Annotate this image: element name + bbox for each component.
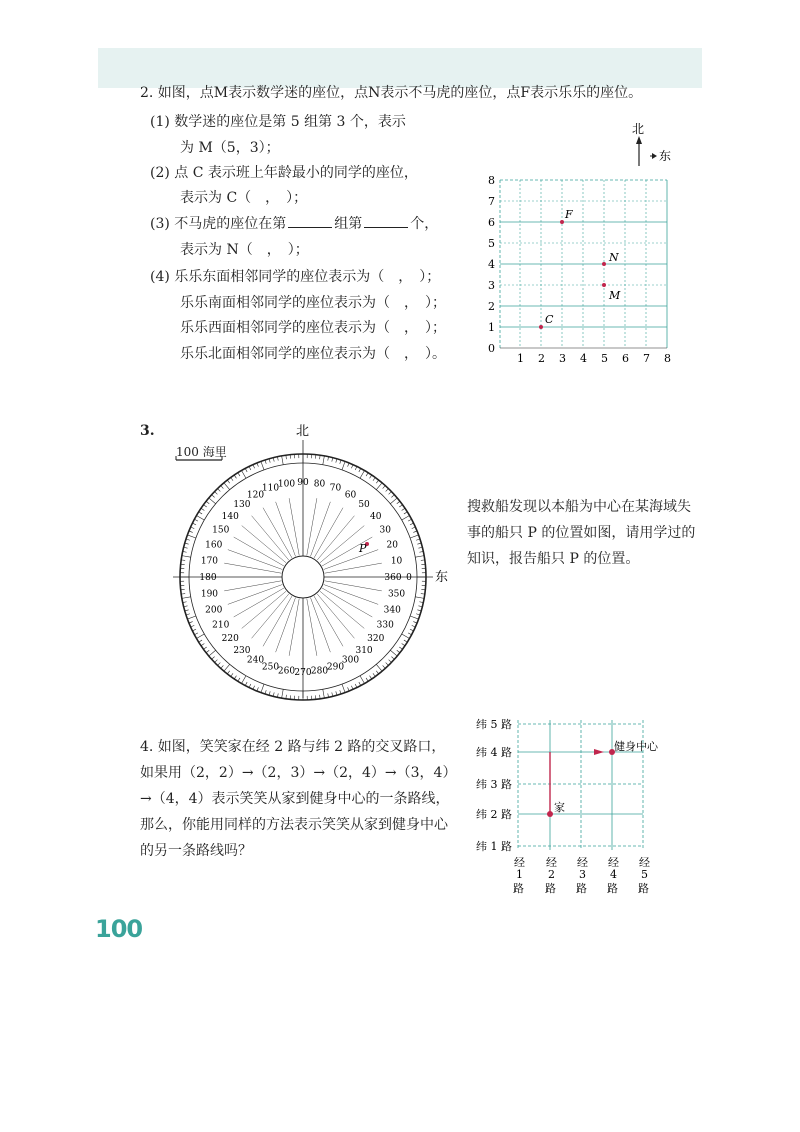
degree-tick (191, 527, 195, 529)
degree-tick (412, 625, 416, 627)
degree-tick (242, 676, 247, 684)
degree-tick (410, 523, 414, 525)
degree-tick (397, 501, 400, 503)
degree-tick (224, 483, 230, 490)
degree-tick (218, 663, 221, 666)
degree-tick (253, 686, 255, 690)
degree-tick (245, 682, 247, 686)
degree-tick (410, 616, 418, 619)
degree-label: 240 (246, 655, 265, 666)
degree-tick (415, 597, 424, 599)
degree-tick (192, 523, 196, 525)
row-label: 纬 3 路 (476, 778, 512, 791)
degree-tick (201, 644, 204, 646)
degree-tick (355, 466, 357, 470)
degree-tick (370, 676, 372, 679)
degree-label: 20 (386, 540, 398, 551)
degree-label: 180 (199, 573, 217, 583)
header-band (98, 48, 702, 88)
point-c-label: C (545, 313, 554, 326)
north-label: 北 (632, 122, 645, 136)
degree-tick (366, 473, 368, 476)
q2-sub1-line1: (1) 数学迷的座位是第 5 组第 3 个，表示 (150, 114, 406, 130)
radial-spoke (307, 599, 317, 656)
degree-tick (351, 465, 353, 469)
degree-tick (402, 634, 410, 639)
degree-label: 190 (200, 589, 219, 600)
degree-label: 50 (358, 500, 370, 511)
degree-tick (408, 519, 412, 521)
degree-label: 170 (200, 556, 219, 567)
row-label: 纬 2 路 (476, 808, 512, 821)
radial-spoke (234, 588, 284, 617)
degree-tick (192, 629, 196, 631)
degree-label: 140 (221, 511, 239, 522)
gym-arrow (594, 749, 604, 755)
degree-label: 310 (355, 645, 373, 656)
east-arrow-head (652, 153, 657, 159)
radial-spoke (289, 498, 299, 555)
q2-sub4-line2: 乐乐南面相邻同学的座位表示为（ ， ）； (180, 295, 446, 311)
radial-spoke (234, 537, 284, 566)
degree-tick (402, 644, 405, 646)
east-label: 东 (659, 149, 672, 163)
q4-text: 4. 如图，笑笑家在经 2 路与纬 2 路的交叉路口，如果用（2，2）→（2，3）→（2，4）→（3，4）→（4，4）表示笑笑从家到健身中心的一条路线，那么，你能用同样的方法表示笑笑从家到健身中心的另一条路线吗？ (140, 739, 450, 859)
degree-tick (261, 684, 264, 692)
degree-tick (245, 468, 247, 472)
col-label: 经 4 路 (607, 856, 619, 895)
q2-sub3-mid: 组第 (334, 216, 363, 232)
compass-north-label: 北 (296, 424, 310, 439)
home-label: 家 (554, 801, 565, 814)
y-tick: 3 (488, 279, 495, 292)
x-tick: 8 (664, 352, 671, 365)
degree-tick (206, 650, 209, 652)
degree-tick (376, 483, 382, 490)
x-tick: 7 (643, 352, 650, 365)
radial-spoke (224, 581, 281, 591)
degree-tick (282, 689, 284, 698)
degree-tick (187, 616, 195, 619)
x-tick: 3 (559, 352, 566, 365)
y-tick-labels (488, 174, 495, 355)
degree-label: 130 (233, 500, 251, 511)
radial-spoke (314, 508, 343, 558)
degree-label: 150 (212, 525, 230, 536)
q2-sub4-line1: (4) 乐乐东面相邻同学的座位表示为（ ， ）； (150, 269, 441, 285)
degree-tick (359, 682, 361, 686)
degree-label: 120 (246, 490, 265, 501)
degree-tick (215, 660, 218, 663)
radial-spoke (263, 596, 292, 646)
degree-tick (196, 516, 204, 521)
radial-spoke (289, 599, 299, 656)
degree-label: 100 (277, 479, 296, 490)
degree-tick (253, 465, 255, 469)
q2-sub3-pre: (3) 不马虎的座位在第 (150, 216, 287, 232)
degree-tick (373, 673, 375, 676)
q2-sub4-line4: 乐乐北面相邻同学的座位表示为（ ， ）。 (180, 346, 446, 362)
degree-tick (215, 492, 218, 495)
degree-tick (351, 686, 353, 690)
x-tick-labels (517, 352, 671, 365)
compass-diagram (170, 420, 450, 710)
radial-spoke (314, 596, 343, 646)
degree-tick (201, 508, 204, 510)
x-tick: 6 (622, 352, 629, 365)
degree-tick (249, 466, 251, 470)
north-arrow-head (636, 136, 642, 144)
street-map-diagram (470, 712, 690, 902)
q2-sub4-line3: 乐乐西面相邻同学的座位表示为（ ， ）； (180, 320, 446, 336)
degree-tick (373, 477, 375, 480)
y-tick: 8 (488, 174, 495, 187)
degree-tick (194, 633, 198, 635)
q2-sub2-line1: (2) 点 C 表示班上年龄最小的同学的座位， (150, 165, 418, 181)
degree-label: 110 (261, 483, 280, 494)
degree-tick (182, 597, 191, 599)
degree-tick (199, 640, 202, 642)
degree-tick (234, 676, 236, 679)
q2-sub2-line2: 表示为 C（ ， ）； (180, 190, 308, 206)
degree-tick (391, 657, 394, 660)
degree-tick (370, 475, 372, 478)
degree-tick (391, 495, 394, 498)
degree-tick (206, 501, 209, 503)
compass-east-label: 东 (435, 570, 449, 585)
degree-tick (194, 519, 198, 521)
degree-label: 290 (326, 662, 345, 673)
degree-tick (187, 535, 195, 538)
degree-tick (212, 495, 215, 498)
answer-blank-seat[interactable] (364, 215, 408, 228)
point-m-label: M (609, 289, 621, 302)
degree-tick (191, 625, 195, 627)
degree-tick (342, 461, 345, 469)
degree-tick (182, 556, 191, 558)
degree-tick (386, 489, 389, 492)
page-number: 100 (95, 915, 143, 943)
degree-label: 90 (297, 478, 309, 488)
degree-label: 80 (313, 479, 326, 490)
degree-tick (209, 650, 216, 656)
radial-spoke (263, 508, 292, 558)
degree-label: 330 (376, 620, 394, 631)
radial-spoke (322, 588, 372, 617)
degree-label: 220 (221, 634, 239, 645)
degree-tick (234, 475, 236, 478)
point-c-dot (539, 325, 543, 329)
degree-tick (412, 527, 416, 529)
degree-tick (249, 684, 251, 688)
degree-label: 160 (205, 540, 223, 551)
center-ship (282, 556, 324, 598)
point-n-label: N (609, 251, 619, 264)
q2-sub1-line2: 为 M（5，3）； (180, 140, 280, 156)
y-tick: 7 (488, 195, 495, 208)
y-tick: 2 (488, 300, 495, 313)
y-tick: 1 (488, 321, 495, 334)
degree-label: 200 (205, 605, 223, 616)
degree-label: 300 (341, 655, 360, 666)
row-label: 纬 4 路 (476, 746, 512, 759)
degree-tick (224, 664, 230, 671)
degree-label: 0 (406, 573, 412, 583)
col-label: 经 3 路 (576, 856, 588, 895)
degree-tick (410, 629, 414, 631)
scale-label: 100 海里 (176, 445, 227, 459)
radial-spoke (307, 498, 317, 555)
q2-sub3-line2: 表示为 N（ ， ）； (180, 242, 309, 258)
q2-sub3-line1 (150, 215, 438, 233)
q2-stem: 2. 如图，点M表示数学迷的座位，点N表示不马虎的座位，点F表示乐乐的座位。 (140, 85, 643, 101)
col-label: 经 1 路 (513, 856, 525, 895)
degree-label: 60 (344, 490, 357, 501)
degree-label: 70 (329, 483, 342, 494)
degree-tick (399, 505, 402, 507)
q3-number: 3. (140, 423, 155, 439)
degree-tick (410, 535, 418, 538)
y-tick: 4 (488, 258, 495, 271)
degree-tick (397, 650, 400, 652)
degree-label: 320 (367, 634, 385, 645)
degree-tick (404, 640, 407, 642)
degree-label: 230 (233, 645, 251, 656)
row-label: 纬 5 路 (476, 718, 512, 731)
degree-tick (242, 470, 247, 478)
gym-label: 健身中心 (614, 740, 658, 753)
degree-tick (199, 512, 202, 514)
degree-tick (203, 505, 206, 507)
degree-label: 40 (370, 511, 382, 522)
degree-tick (221, 665, 224, 668)
degree-tick (355, 684, 357, 688)
degree-label: 280 (310, 666, 329, 677)
degree-tick (231, 477, 233, 480)
radial-spoke (325, 581, 382, 591)
point-f-dot (560, 220, 564, 224)
col-label: 经 5 路 (638, 856, 650, 895)
ship-p-label: P (359, 542, 367, 555)
degree-tick (390, 498, 397, 504)
degree-tick (203, 647, 206, 649)
y-tick: 6 (488, 216, 495, 229)
degree-label: 350 (387, 589, 406, 600)
point-n-dot (602, 262, 606, 266)
radial-spoke (325, 563, 382, 573)
degree-label: 30 (379, 525, 391, 536)
degree-label: 250 (261, 662, 280, 673)
degree-label: 270 (294, 668, 312, 678)
y-tick: 0 (488, 342, 495, 355)
degree-tick (212, 657, 215, 660)
degree-tick (408, 633, 412, 635)
q3-text: 搜救船发现以本船为中心在某海域失事的船只 P 的位置如图，请用学过的知识，报告船只 P 的位置。 (467, 499, 696, 567)
degree-tick (227, 671, 229, 674)
col-label: 经 2 路 (545, 856, 557, 895)
degree-tick (376, 664, 382, 671)
x-tick: 1 (517, 352, 524, 365)
degree-tick (402, 516, 410, 521)
degree-tick (238, 473, 240, 476)
seat-grid-diagram (470, 118, 700, 368)
degree-label: 210 (212, 620, 230, 631)
degree-tick (221, 486, 224, 489)
degree-tick (383, 665, 386, 668)
x-tick: 4 (580, 352, 587, 365)
degree-tick (360, 470, 365, 478)
degree-tick (261, 461, 264, 469)
degree-tick (402, 508, 405, 510)
grid-lines (500, 180, 667, 348)
degree-tick (218, 489, 221, 492)
degree-tick (386, 663, 389, 666)
row-labels (476, 717, 512, 853)
degree-tick (399, 647, 402, 649)
degree-tick (389, 492, 392, 495)
degree-tick (383, 486, 386, 489)
degree-tick (342, 684, 345, 692)
degree-tick (376, 480, 378, 483)
degree-tick (323, 456, 325, 465)
degree-label: 260 (277, 666, 296, 677)
degree-tick (196, 634, 204, 639)
radial-spoke (224, 563, 281, 573)
degree-label: 10 (390, 556, 403, 567)
degree-label: 340 (383, 605, 401, 616)
degree-tick (359, 468, 361, 472)
q2-sub3-post: 个， (410, 216, 439, 232)
degree-tick (376, 671, 378, 674)
degree-tick (282, 456, 284, 465)
degree-tick (231, 673, 233, 676)
y-tick: 5 (488, 237, 495, 250)
degree-label: 360 (384, 573, 402, 583)
degree-tick (238, 678, 240, 681)
degree-tick (366, 678, 368, 681)
degree-tick (209, 498, 216, 504)
degree-tick (404, 512, 407, 514)
degree-tick (360, 676, 365, 684)
x-tick: 5 (601, 352, 608, 365)
degree-tick (389, 660, 392, 663)
point-m-dot (602, 283, 606, 287)
answer-blank-group[interactable] (288, 215, 332, 228)
degree-tick (415, 556, 424, 558)
degree-tick (390, 650, 397, 656)
row-label: 纬 1 路 (476, 840, 512, 853)
column-labels (513, 856, 650, 895)
degree-tick (323, 689, 325, 698)
point-f-label: F (565, 208, 573, 221)
home-dot (547, 811, 553, 817)
x-tick: 2 (538, 352, 545, 365)
degree-tick (227, 480, 229, 483)
